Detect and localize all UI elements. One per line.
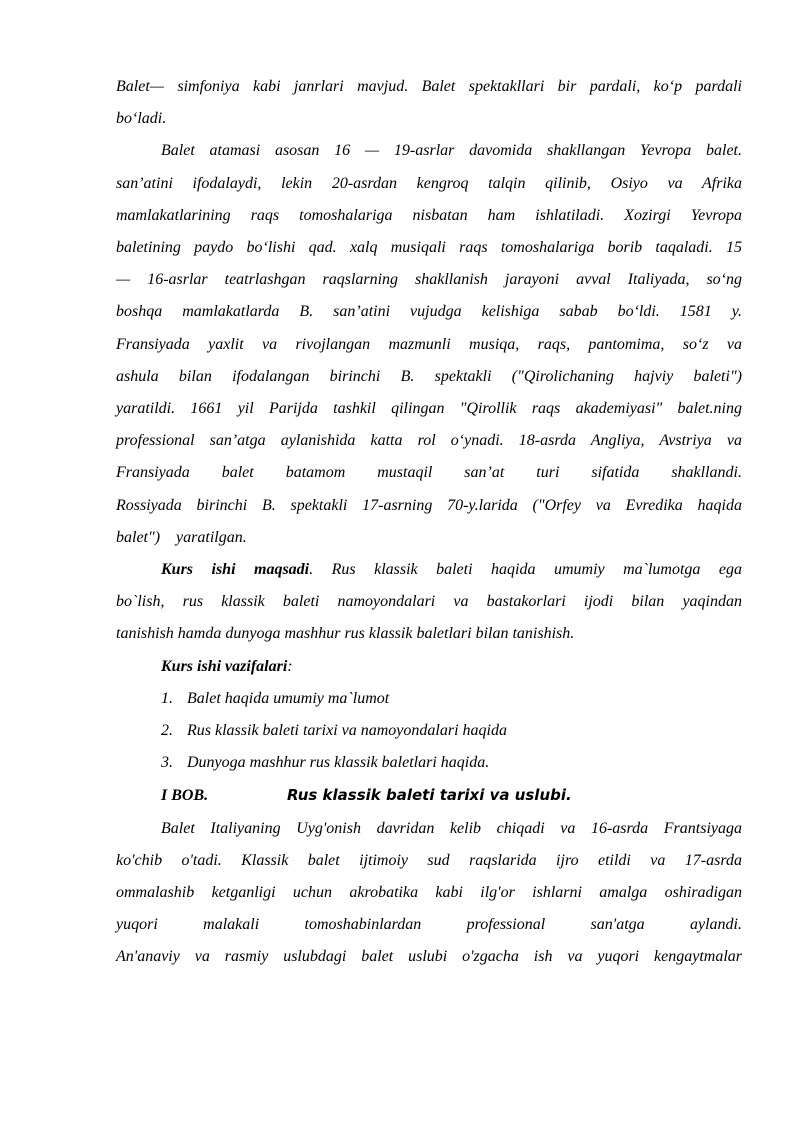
- chapter-title: Rus klassik baleti tarixi va uslubi.: [287, 786, 572, 805]
- goal-heading: Kurs ishi maqsadi: [161, 561, 310, 579]
- text-line: Balet— simfoniya kabi janrlari mavjud. Balet spektakllari bir pardali, ko‘p pardali: [116, 78, 742, 95]
- text-line: Fransiyada yaxlit va rivojlangan mazmunli musiqa, raqs, pantomima, so‘z va: [116, 335, 742, 353]
- paragraph-balet-history: [116, 135, 742, 554]
- chapter-label: I BOB.: [161, 787, 209, 805]
- list-number: 1.: [161, 689, 173, 707]
- text-line: baletining paydo bo‘lishi qad. xalq musiqali raqs tomoshalariga borib taqaladi. 15: [116, 239, 742, 257]
- list-text: Dunyoga mashhur rus klassik baletlari haqida.: [187, 754, 490, 772]
- text-line: Rossiyada birinchi B. spektakli 17-asrning 70-y.larida ("Orfey va Evredika haqida: [116, 496, 742, 514]
- text-line: mamlakatlarining raqs tomoshalariga nisbatan ham ishlatiladi. Xozirgi Yevropa: [116, 206, 742, 224]
- text-line: An'anaviy va rasmiy uslubdagi balet uslubi o'zgacha ish va yuqori kengaytmalar: [116, 948, 742, 966]
- text-line: tanishish hamda dunyoga mashhur rus klassik baletlari bilan tanishish.: [116, 625, 575, 643]
- text-line: ashula bilan ifodalangan birinchi B. spektakli ("Qirolichaning hajviy baleti"): [116, 367, 742, 385]
- text-line: yaratildi. 1661 yil Parijda tashkil qilingan "Qirollik raqs akademiyasi" balet.ning: [116, 400, 742, 418]
- text-line: balet") yaratilgan.: [116, 528, 247, 546]
- list-item: [116, 747, 742, 779]
- tasks-list: [116, 683, 742, 780]
- list-number: 3.: [161, 754, 173, 772]
- paragraph-classical-ballet: [116, 813, 742, 974]
- text-line: Balet Italiyaning Uyg'onish davridan kelib chiqadi va 16-asrda Frantsiyaga: [161, 819, 742, 837]
- text-line: — 16-asrlar teatrlashgan raqslarning shakllanish jarayoni avval Italiyada, so‘ng: [116, 271, 742, 289]
- chapter-heading: [116, 779, 742, 812]
- text-line: professional san’atga aylanishida katta rol o‘ynadi. 18-asrda Angliya, Avstriya va: [116, 432, 742, 450]
- text-line: yuqori malakali tomoshabinlardan professional san'atga aylandi.: [116, 916, 742, 934]
- list-number: 2.: [161, 722, 173, 740]
- paragraph-intro-continuation: [116, 71, 742, 135]
- list-text: Balet haqida umumiy ma`lumot: [187, 689, 390, 707]
- text-line: bo‘ladi.: [116, 110, 167, 128]
- tasks-heading: Kurs ishi vazifalari: [161, 657, 288, 675]
- text-line: ko'chib o'tadi. Klassik balet ijtimoiy sud raqslarida ijro etildi va 17-asrda: [116, 851, 742, 869]
- document-body: [116, 71, 742, 974]
- text-line: boshqa mamlakatlarda B. san’atini vujudga kelishiga sabab bo‘ldi. 1581 y.: [116, 303, 742, 321]
- text-line: bo`lish, rus klassik baleti namoyondalari va bastakorlari ijodi bilan yaqindan: [116, 593, 742, 611]
- tasks-heading-line: [116, 651, 742, 683]
- list-text: Rus klassik baleti tarixi va namoyondalari haqida: [187, 722, 507, 740]
- paragraph-course-goal: [116, 554, 742, 651]
- goal-heading-suffix: .: [309, 561, 314, 579]
- text-line: Fransiyada balet batamom mustaqil san’at turi sifatida shakllandi.: [116, 464, 742, 482]
- text-line: [116, 554, 742, 586]
- text-line: ommalashib ketganligi uchun akrobatika kabi ilg'or ishlarni amalga oshiradigan: [116, 884, 742, 902]
- goal-text: Rus klassik baleti haqida umumiy ma`lumotga ega: [313, 561, 743, 579]
- tasks-heading-suffix: :: [287, 657, 293, 675]
- list-item: [116, 683, 742, 715]
- text-line: Balet atamasi asosan 16 — 19-asrlar davomida shakllangan Yevropa balet.: [161, 142, 742, 160]
- text-line: san’atini ifodalaydi, lekin 20-asrdan kengroq talqin qilinib, Osiyo va Afrika: [116, 174, 742, 192]
- list-item: [116, 715, 742, 747]
